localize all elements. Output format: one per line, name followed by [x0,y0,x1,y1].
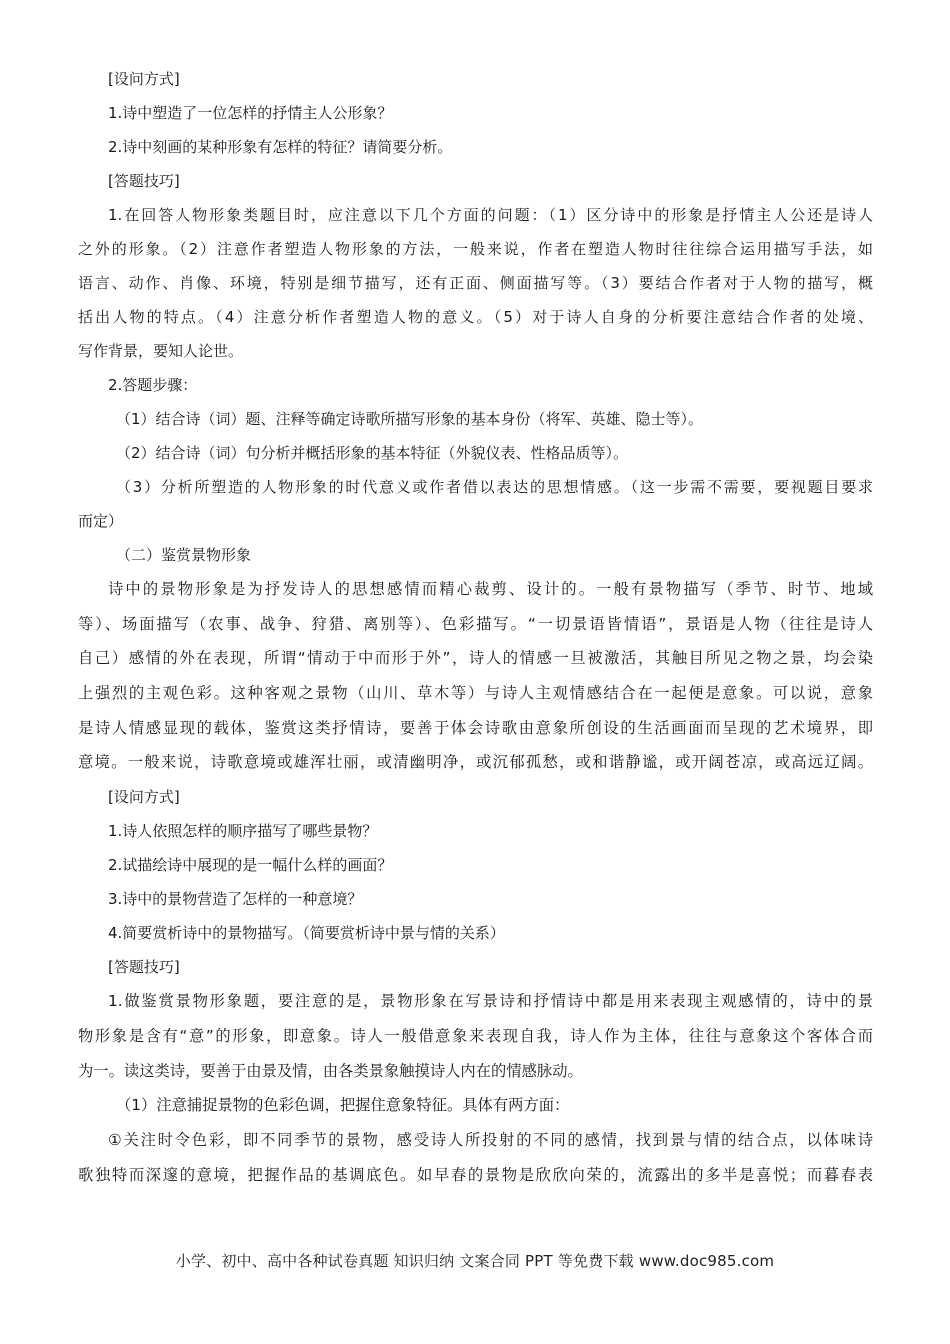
paragraph-line: 为一。读这类诗，要善于由景及情，由各类景象触摸诗人内在的情感脉动。 [78,1061,583,1080]
tips-header: [答题技巧] [108,958,180,977]
question-item: 2.试描绘诗中展现的是一幅什么样的画面？ [108,856,393,875]
paragraph-line: 意境。一般来说，诗歌意境或雄浑壮丽，或清幽明净，或沉郁孤愁，或和谐静谧，或开阔苍凉，或高远辽阔。 [78,753,873,772]
paragraph-line: 括出人物的特点。（4）注意分析作者塑造人物的意义。（5）对于诗人自身的分析要注意结合作者的处境、 [78,308,873,326]
question-item: 1.诗人依照怎样的顺序描写了哪些景物？ [108,822,378,841]
paragraph-line: 1.在回答人物形象类题目时，应注意以下几个方面的问题：（1）区分诗中的形象是抒情主人公还是诗人 [108,206,873,224]
section-title: （二）鉴赏景物形象 [116,546,252,564]
paragraph-line: 写作背景，要知人论世。 [78,342,244,360]
step-item: （1）结合诗（词）题、注释等确定诗歌所描写形象的基本身份（将军、英雄、隐士等）。 [116,410,704,428]
question-item: 4.简要赏析诗中的景物描写。（简要赏析诗中景与情的关系） [108,924,505,943]
paragraph-line: 自己）感情的外在表现，所谓“情动于中而形于外”，诗人的情感一旦被激活，其触目所见之物之景，均会染 [78,649,873,668]
page-footer: 小学、初中、高中各种试卷真题 知识归纳 文案合同 PPT 等免费下载 www.doc985.com [175,1252,775,1270]
paragraph-line: 语言、动作、肖像、环境，特别是细节描写，还有正面、侧面描写等。（3）要结合作者对于人物的描写，概 [78,274,873,292]
question-item: 2.诗中刻画的某种形象有怎样的特征？请简要分析。 [108,138,453,156]
document-body [78,62,873,1192]
paragraph-line: 物形象是含有“意”的形象，即意象。诗人一般借意象来表现自我，诗人作为主体，往往与意象这个客体合而 [78,1026,873,1045]
step-item: （3）分析所塑造的人物形象的时代意义或作者借以表达的思想情感。（这一步需不需要，要视题目要求 [116,478,873,496]
question-item: 3.诗中的景物营造了怎样的一种意境？ [108,890,363,909]
paragraph-line: 而定） [78,512,124,530]
paragraph-line: 之外的形象。（2）注意作者塑造人物形象的方法，一般来说，作者在塑造人物时往往综合运用描写手法，如 [78,240,873,258]
paragraph-line: 是诗人情感显现的载体，鉴赏这类抒情诗，要善于体会诗歌由意象所创设的生活画面而呈现的艺术境界，即 [78,718,873,737]
paragraph-line: 上强烈的主观色彩。这种客观之景物（山川、草木等）与诗人主观情感结合在一起便是意象。可以说，意象 [78,684,873,703]
steps-header: 2.答题步骤： [108,376,198,394]
paragraph-line: 歌独特而深邃的意境，把握作品的基调底色。如早春的景物是欣欣向荣的，流露出的多半是喜悦；而暮春表 [78,1165,873,1184]
paragraph-line: 1.做鉴赏景物形象题，要注意的是，景物形象在写景诗和抒情诗中都是用来表现主观感情的，诗中的景 [108,992,873,1011]
ask-method-header: [设问方式] [108,70,180,88]
step-item: （2）结合诗（词）句分析并概括形象的基本特征（外貌仪表、性格品质等）。 [116,444,629,462]
question-item: 1.诗中塑造了一位怎样的抒情主人公形象？ [108,104,393,122]
ask-method-header: [设问方式] [108,788,180,807]
paragraph-line: 诗中的景物形象是为抒发诗人的思想感情而精心裁剪、设计的。一般有景物描写（季节、时节、地域 [108,580,873,598]
sub-point: （1）注意捕捉景物的色彩色调，把握住意象特征。具体有两方面： [116,1096,570,1115]
tips-header: [答题技巧] [108,172,180,190]
paragraph-line: 等）、场面描写（农事、战争、狩猎、离别等）、色彩描写。“一切景语皆情语”，景语是人物（往往是诗人 [78,614,873,633]
paragraph-line: ①关注时令色彩，即不同季节的景物，感受诗人所投射的不同的感情，找到景与情的结合点，以体味诗 [108,1130,873,1149]
